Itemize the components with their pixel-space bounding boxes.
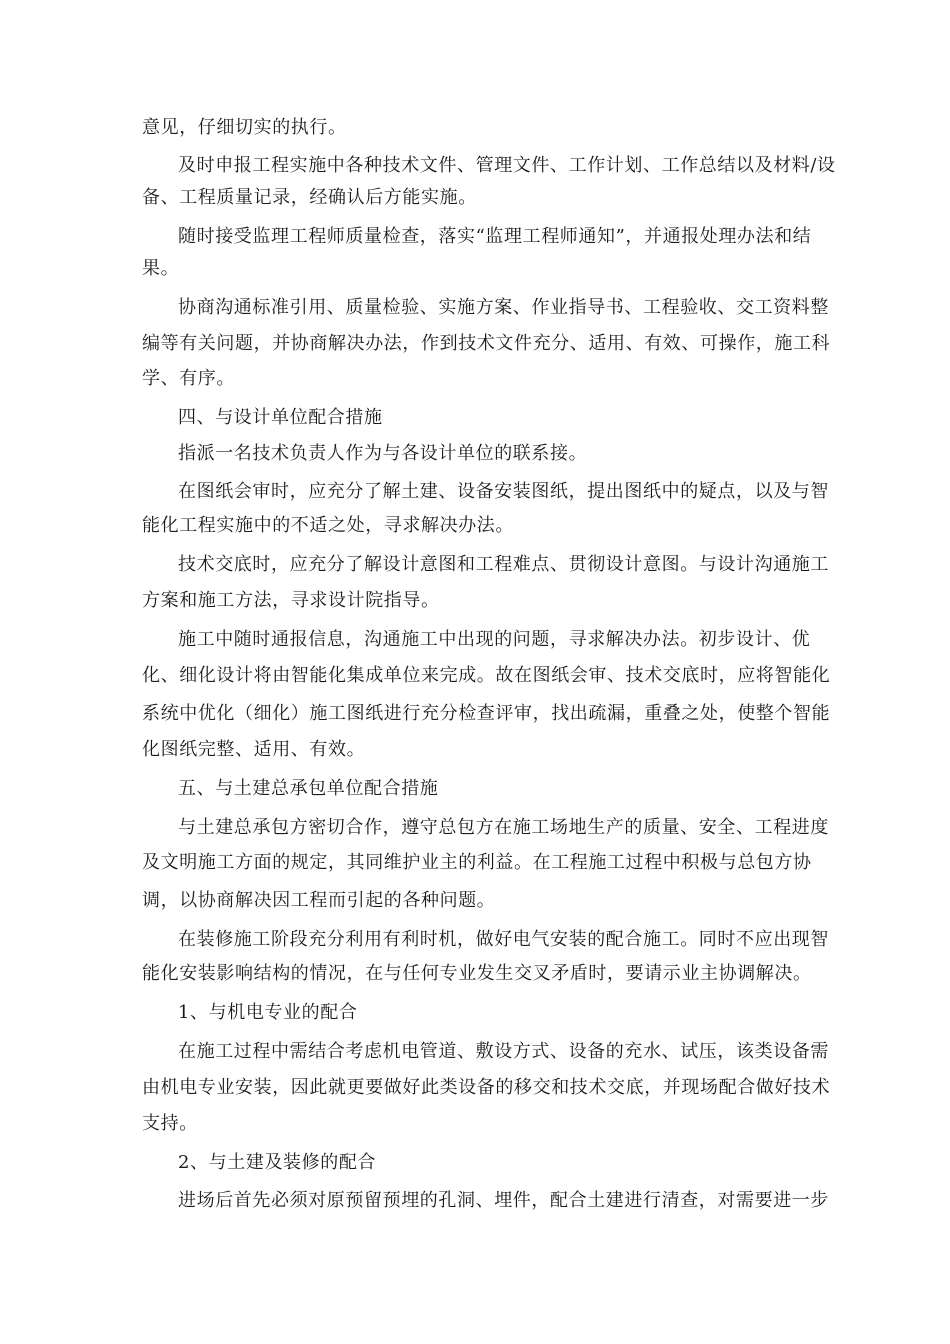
text-line: 随时接受监理工程师质量检查，落实“监理工程师通知”，并通报处理办法和结 [178,226,812,247]
text-line: 技术交底时，应充分了解设计意图和工程难点、贯彻设计意图。与设计沟通施工 [178,554,829,575]
text-line: 编等有关问题，并协商解决办法，作到技术文件充分、适用、有效、可操作，施工科 [142,333,831,354]
text-line: 调，以协商解决因工程而引起的各种问题。 [142,890,496,911]
text-line: 支持。 [142,1113,198,1134]
subsection-heading: 2、与土建及装修的配合 [178,1152,377,1173]
section-heading: 四、与设计单位配合措施 [178,407,383,428]
text-line: 备、工程质量记录，经确认后方能实施。 [142,187,477,208]
text-line: 学、有序。 [142,368,235,389]
text-line: 及时申报工程实施中各种技术文件、管理文件、工作计划、工作总结以及材料/设 [178,155,836,176]
text-line: 在施工过程中需结合考虑机电管道、敷设方式、设备的充水、试压，该类设备需 [178,1041,829,1062]
section-heading: 五、与土建总承包单位配合措施 [178,778,439,799]
text-line: 系统中优化（细化）施工图纸进行充分检查评审，找出疏漏，重叠之处，使整个智能 [142,703,831,724]
text-line: 由机电专业安装，因此就更要做好此类设备的移交和技术交底，并现场配合做好技术 [142,1077,831,1098]
text-line: 能化安装影响结构的情况，在与任何专业发生交叉矛盾时，要请示业主协调解决。 [142,963,812,984]
text-line: 与土建总承包方密切合作，遵守总包方在施工场地生产的质量、安全、工程进度 [178,817,829,838]
text-line: 进场后首先必须对原预留预埋的孔洞、埋件，配合土建进行清查，对需要进一步 [178,1190,829,1211]
text-line: 化、细化设计将由智能化集成单位来完成。故在图纸会审、技术交底时，应将智能化 [142,665,831,686]
text-line: 意见，仔细切实的执行。 [142,117,347,138]
text-line: 方案和施工方法，寻求设计院指导。 [142,590,440,611]
text-line: 化图纸完整、适用、有效。 [142,739,366,760]
text-line: 施工中随时通报信息，沟通施工中出现的问题，寻求解决办法。初步设计、优 [178,629,811,650]
text-line: 指派一名技术负责人作为与各设计单位的联系接。 [178,443,588,464]
text-line: 在装修施工阶段充分利用有利时机，做好电气安装的配合施工。同时不应出现智 [178,929,829,950]
text-line: 果。 [142,258,180,279]
text-line: 协商沟通标准引用、质量检验、实施方案、作业指导书、工程验收、交工资料整 [178,297,829,318]
text-line: 能化工程实施中的不适之处，寻求解决办法。 [142,515,514,536]
subsection-heading: 1、与机电专业的配合 [178,1002,358,1023]
text-line: 在图纸会审时，应充分了解土建、设备安装图纸，提出图纸中的疑点，以及与智 [178,481,829,502]
text-line: 及文明施工方面的规定，其同维护业主的利益。在工程施工过程中积极与总包方协 [142,852,812,873]
